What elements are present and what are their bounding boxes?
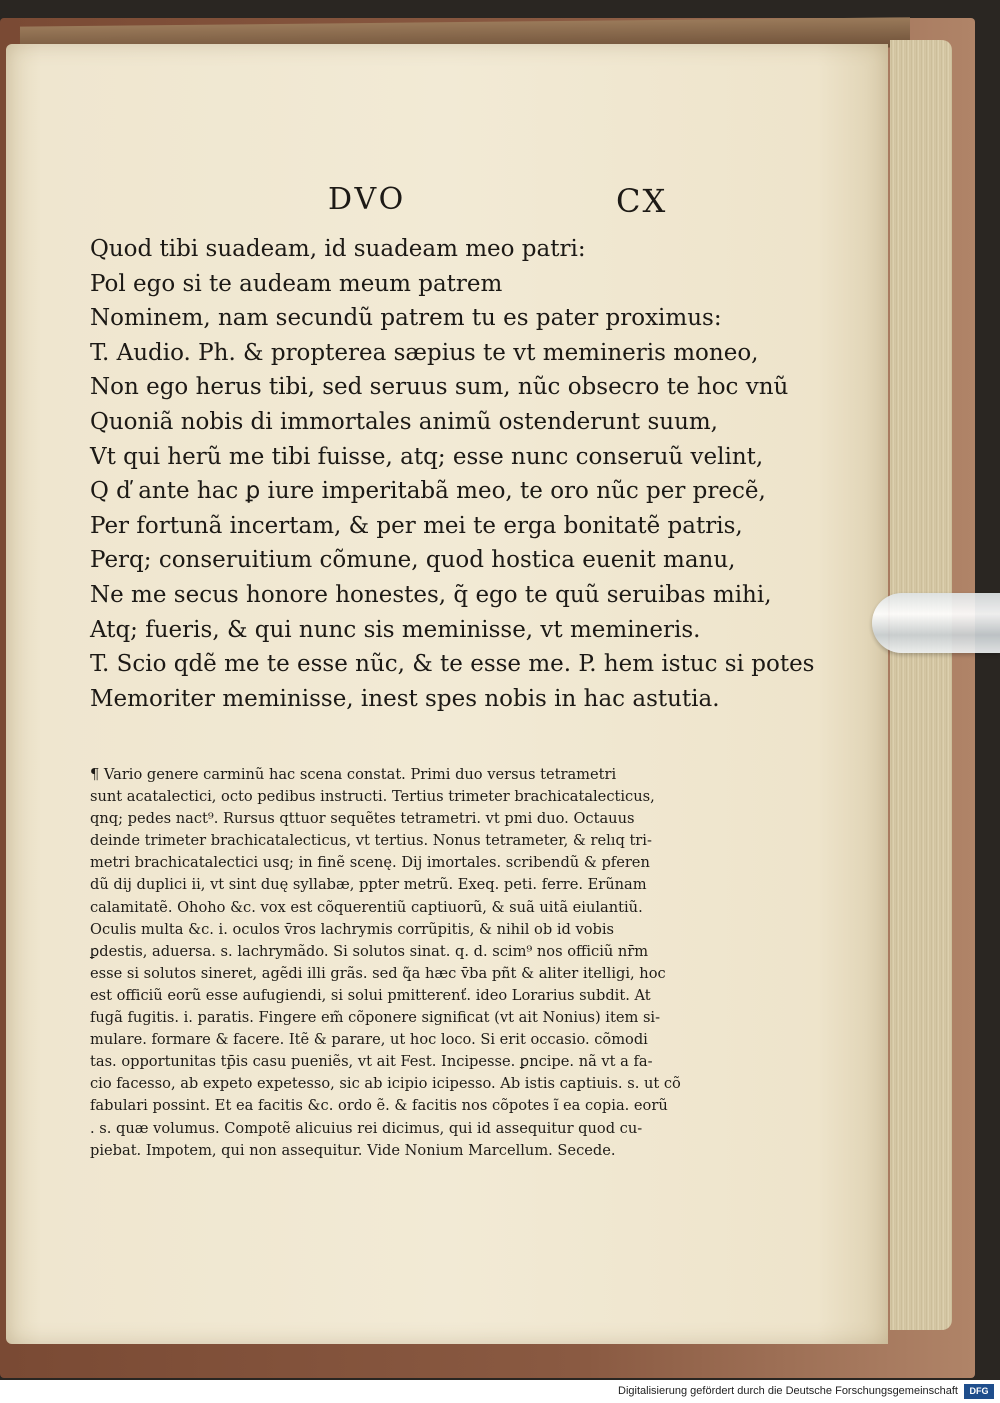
verse-line: Nominem, nam secundũ patrem tu es pater proximus: — [90, 305, 722, 332]
verse-line: T. Audio. Ph. & propterea sæpius te vt memineris moneo, — [90, 339, 759, 366]
commentary-line: tas. opportunitas tp̄is casu pueniẽs, vt ait Fest. Incipesse. ꝑncipe. nã vt a fa- — [90, 1053, 653, 1071]
commentary-text-block — [90, 764, 780, 1162]
page-edges — [890, 40, 952, 1330]
verse-line: Per fortunã incertam, & per mei te erga bonitatẽ patris, — [90, 512, 743, 539]
footer-bar — [0, 1381, 1000, 1403]
verse-line: T. Scio qdẽ me te esse nũc, & te esse me. P. hem istuc si potes — [90, 651, 815, 678]
verse-line: Q ď ante hac ꝑ iure imperitabã meo, te oro nũc per precẽ, — [90, 478, 766, 505]
commentary-line: dũ dij duplici ii, vt sint duę syllabæ, ppter metrũ. Exeq. peti. ferre. Erũnam — [90, 876, 647, 894]
dfg-logo-icon: DFG — [964, 1384, 994, 1399]
verse-line: Vt qui herũ me tibi fuisse, atq; esse nunc conseruũ velint, — [90, 443, 764, 470]
footer-credit: Digitalisierung gefördert durch die Deutsche Forschungsgemeinschaft — [618, 1385, 958, 1397]
commentary-line: mulare. formare & facere. Itẽ & parare, ut hoc loco. Si erit occasio. cõmodi — [90, 1031, 648, 1049]
commentary-line: ¶ Vario genere carminũ hac scena constat. Primi duo versus tetrametri — [90, 766, 617, 783]
verse-line: Quoniã nobis di immortales animũ ostenderunt suum, — [90, 408, 718, 435]
commentary-line: esse si solutos sineret, agẽdi illi grãs. sed q̃a hæc v̄ba pñt & aliter itelligi, hoc — [90, 964, 666, 982]
commentary-line: qnq; pedes nact⁹. Rursus qttuor sequẽtes tetrametri. vt pmi duo. Octauus — [90, 810, 635, 828]
verse-line: Pol ego si te audeam meum patrem — [90, 270, 503, 297]
commentary-line: metri brachicatalectici usq; in finẽ scenę. Dij imortales. scribendũ & pferen — [90, 854, 650, 872]
commentary-line: Oculis multa &c. i. oculos v̄ros lachrymis corrũpitis, & nihil ob id vobis — [90, 920, 614, 938]
glass-page-weight — [872, 593, 1000, 653]
verse-line: Ne me secus honore honestes, q̃ ego te quũ seruibas mihi, — [90, 581, 772, 608]
commentary-line: sunt acatalectici, octo pedibus instructi. Tertius trimeter brachicatalecticus, — [90, 788, 655, 806]
commentary-line: cio facesso, ab expeto expetesso, sic ab icipio icipesso. Ab istis captiuis. s. ut cõ — [90, 1075, 681, 1093]
commentary-line: fabulari possint. Et ea facitis &c. ordo ẽ. & facitis nos cõpotes ĩ ea copia. eorũ — [90, 1097, 668, 1115]
commentary-line: fugã fugitis. i. paratis. Fingere em̃ cõponere significat (vt ait Nonius) item si- — [90, 1009, 661, 1027]
verse-line: Perq; conseruitium cõmune, quod hostica euenit manu, — [90, 547, 736, 574]
commentary-line: deinde trimeter brachicatalecticus, vt tertius. Nonus tetrameter, & relıq tri- — [90, 832, 652, 850]
commentary-line: . s. quæ volumus. Compotẽ alicuius rei dicimus, qui id assequitur quod cu- — [90, 1119, 643, 1137]
running-header — [6, 182, 888, 222]
commentary-line: ꝑdestis, aduersa. s. lachrymãdo. Si solutos sinat. q. d. scim⁹ nos officiũ nr̄m — [90, 942, 649, 960]
header-running-title: DVO — [328, 182, 407, 217]
verse-line: Non ego herus tibi, sed seruus sum, nũc obsecro te hoc vnũ — [90, 374, 789, 401]
verse-line: Memoriter meminisse, inest spes nobis in hac astutia. — [90, 685, 720, 712]
verse-line: Atq; fueris, & qui nunc sis meminisse, vt memineris. — [90, 616, 701, 643]
commentary-line: est officiũ eorũ esse aufugiendi, si solui pmitterenť. ideo Lorarius subdit. At — [90, 986, 651, 1004]
verse-line: Quod tibi suadeam, id suadeam meo patri: — [90, 236, 586, 262]
header-folio-number: CX — [616, 182, 668, 220]
commentary-line: piebat. Impotem, qui non assequitur. Vide Nonium Marcellum. Secede. — [90, 1141, 616, 1159]
book-page — [6, 44, 888, 1344]
commentary-line: calamitatẽ. Ohoho &c. vox est cõquerentiũ captiuorũ, & suã uitã eiulantiũ. — [90, 898, 643, 916]
verse-text-block — [90, 232, 815, 716]
